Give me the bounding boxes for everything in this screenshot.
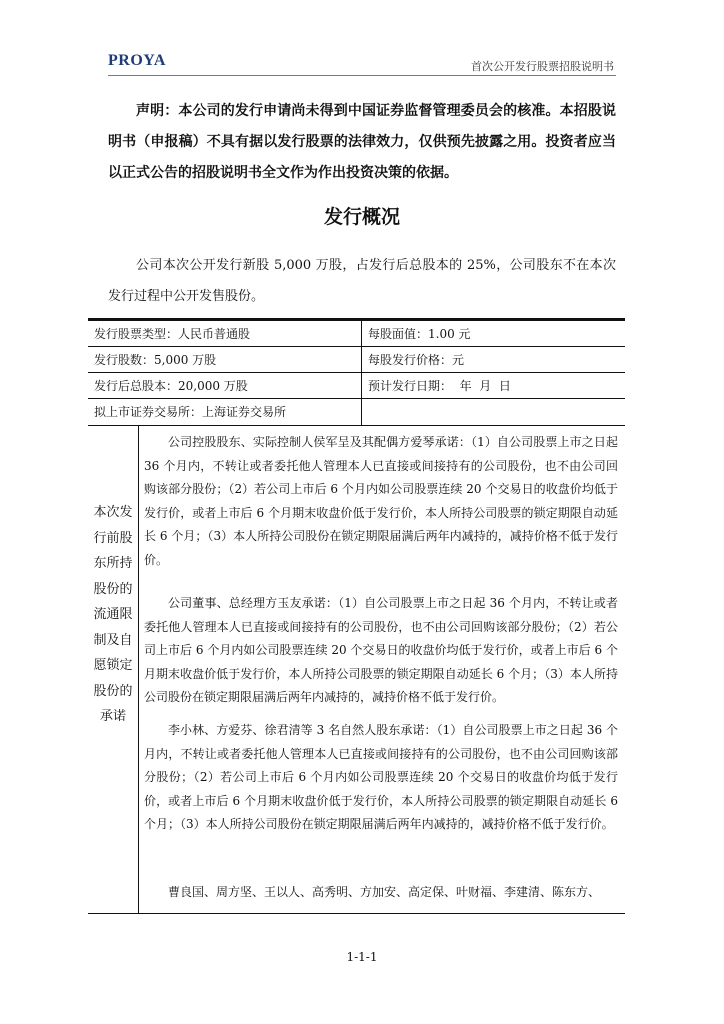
table-cell: 发行股票类型：人民币普通股 bbox=[94, 327, 251, 341]
page-number: 1-1-1 bbox=[346, 950, 378, 964]
header-divider bbox=[108, 75, 616, 76]
section-title: 发行概况 bbox=[323, 206, 400, 228]
table-cell: 每股面值：1.00 元 bbox=[368, 327, 471, 341]
page-header bbox=[108, 52, 616, 74]
disclaimer-statement: 声明：本公司的发行申请尚未得到中国证券监督管理委员会的核准。本招股说明书（申报稿）不具有据以发行股票的法律效力，仅供预先披露之用。投资者应当以正式公告的招股说明书全文作为作出投资决策的依据。 bbox=[108, 103, 616, 181]
table-cell: 拟上市证券交易所：上海证券交易所 bbox=[94, 405, 287, 419]
commitment-paragraph: 公司董事、总经理方玉友承诺：（1）自公司股票上市之日起 36 个月内，不转让或者委托他人管理本人已直接或间接持有的公司股份，也不由公司回购该部分股份；（2）若公司上市后 6 个月内如公司股票连续 20 个交易日的收盘价均低于发行价，或者上市后 6 个月期末收盘价低于发行价，本人所持公司股票的锁定期限自动延长 6 个月；（3）本人所持公司股份在锁定期限届满后两年内减持的，减持价格不低于发行价。 bbox=[144, 596, 618, 704]
table-cell: 发行股数：5,000 万股 bbox=[94, 353, 217, 367]
table-cell: 每股发行价格：元 bbox=[368, 353, 465, 367]
intro-paragraph: 公司本次公开发行新股 5,000 万股，占发行后总股本的 25%，公司股东不在本次发行过程中公开发售股份。 bbox=[108, 258, 616, 304]
company-logo: PROYA bbox=[108, 52, 166, 69]
table-column-divider bbox=[361, 321, 362, 425]
commitment-paragraph: 公司控股股东、实际控制人侯军呈及其配偶方爱琴承诺：（1）自公司股票上市之日起 36 个月内，不转让或者委托他人管理本人已直接或间接持有的公司股份，也不由公司回购该部分股份；（2）若公司上市后 6 个月内如公司股票连续 20 个交易日的收盘价均低于发行价，或者上市后 6 个月期末收盘价低于发行价，本人所持公司股票的锁定期限自动延长 6 个月；（3）本人所持公司股份在锁定期限届满后两年内减持的，减持价格不低于发行价。 bbox=[144, 435, 618, 567]
document-title: 首次公开发行股票招股说明书 bbox=[471, 60, 614, 73]
table-cell: 预计发行日期： 年 月 日 bbox=[368, 379, 511, 393]
commitment-paragraph: 曹良国、周方坚、王以人、高秀明、方加安、高定保、叶财福、李建清、陈东方、 bbox=[168, 885, 601, 899]
table-cell: 发行后总股本：20,000 万股 bbox=[94, 379, 248, 393]
table-row-divider bbox=[88, 425, 625, 426]
table-column-divider bbox=[138, 425, 139, 913]
table-bottom-border bbox=[88, 913, 625, 914]
commitment-paragraph: 李小林、方爱芬、徐君清等 3 名自然人股东承诺：（1）自公司股票上市之日起 36 个月内，不转让或者委托他人管理本人已直接或间接持有的公司股份，也不由公司回购该部分股份；（2）若公司上市后 6 个月内如公司股票连续 20 个交易日的收盘价均低于发行价，或者上市后 6 个月期末收盘价低于发行价，本人所持公司股票的锁定期限自动延长 6 个月；（3）本人所持公司股份在锁定期限届满后两年内减持的，减持价格不低于发行价。 bbox=[144, 723, 618, 831]
lockup-commitment-label: 本次发行前股东所持股份的流通限制及自愿锁定股份的承诺 bbox=[93, 505, 133, 724]
